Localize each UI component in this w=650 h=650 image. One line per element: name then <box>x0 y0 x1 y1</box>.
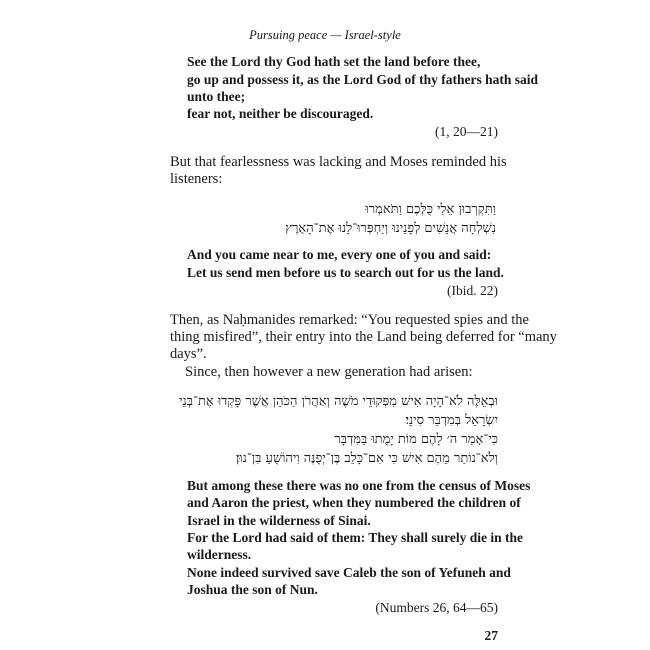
quote3-citation: (Numbers 26, 64—65) <box>375 600 498 615</box>
hebrew1-line-2: נִשְׁלְחָה אֲנָשִׁים לְפָנֵינוּ וְיַחְפְּרוּ־לָנוּ אֶת־הָאָרֶץ <box>285 221 496 236</box>
para2-line-2: thing misfired”, their entry into the Land being deferred for “many <box>170 329 557 345</box>
quote3-line-7: Joshua the son of Nun. <box>187 582 318 597</box>
quote3-line-5: wilderness. <box>187 547 252 562</box>
quote2-line-2: Let us send men before us to search out for us the land. <box>187 265 504 280</box>
quote3-line-6: None indeed survived save Caleb the son of Yefuneh and <box>187 565 511 580</box>
quote2-citation: (Ibid. 22) <box>447 283 498 298</box>
para1-line-1: But that fearlessness was lacking and Moses reminded his <box>170 154 507 170</box>
hebrew2-line-2: יִשְׂרָאֵל בְּמִדְבַּר סִינָי׃ <box>405 413 498 428</box>
quote1-line-1: See the Lord thy God hath set the land before thee, <box>187 54 481 69</box>
quote3-line-2: and Aaron the priest, when they numbered the children of <box>187 495 521 510</box>
quote1-line-4: fear not, neither be discouraged. <box>187 106 374 121</box>
quote3-line-3: Israel in the wilderness of Sinai. <box>187 513 371 528</box>
quote1-citation: (1, 20—21) <box>435 124 498 139</box>
page-number: 27 <box>484 628 498 643</box>
para1-line-2: listeners: <box>170 171 223 187</box>
hebrew2-line-3: כִּי־אָמַר ה׳ לָהֶם מוֹת יָמֻתוּ בַּמִּדְבָּר <box>334 432 498 447</box>
quote3-line-1: But among these there was no one from the census of Moses <box>187 478 531 493</box>
para2-line-3: days”. <box>170 346 207 362</box>
quote2-line-1: And you came near to me, every one of you and said: <box>187 247 492 262</box>
para2-line-4: Since, then however a new generation had arisen: <box>185 364 473 380</box>
quote1-line-2: go up and possess it, as the Lord God of thy fathers hath said <box>187 72 539 87</box>
running-header: Pursuing peace — Israel-style <box>249 28 401 42</box>
quote3-line-4: For the Lord had said of them: They shall surely die in the <box>187 530 524 545</box>
para2-line-1: Then, as Naḥmanides remarked: “You requested spies and the <box>170 312 529 328</box>
hebrew2-line-1: וּבְאֵלֶּה לֹא־הָיָה אִישׁ מִפְּקוּדֵי מֹשֶׁה וְאַהֲרֹן הַכֹּהֵן אֲשֶׁר פָּקְדוּ אֶת־בְּנֵי <box>179 394 498 409</box>
hebrew2-line-4: וְלֹא־נוֹתַר מֵהֶם אִישׁ כִּי אִם־כָּלֵב בֶּן־יְפֻנֶּה וִיהוֹשֻׁעַ בִּן־נוּן׃ <box>235 451 498 466</box>
quote1-line-3: unto thee; <box>187 89 246 104</box>
hebrew1-line-1: וַתִּקְרְבוּן אֵלַי כֻּלְּכֶם וַתֹּאמְרוּ <box>365 202 496 217</box>
